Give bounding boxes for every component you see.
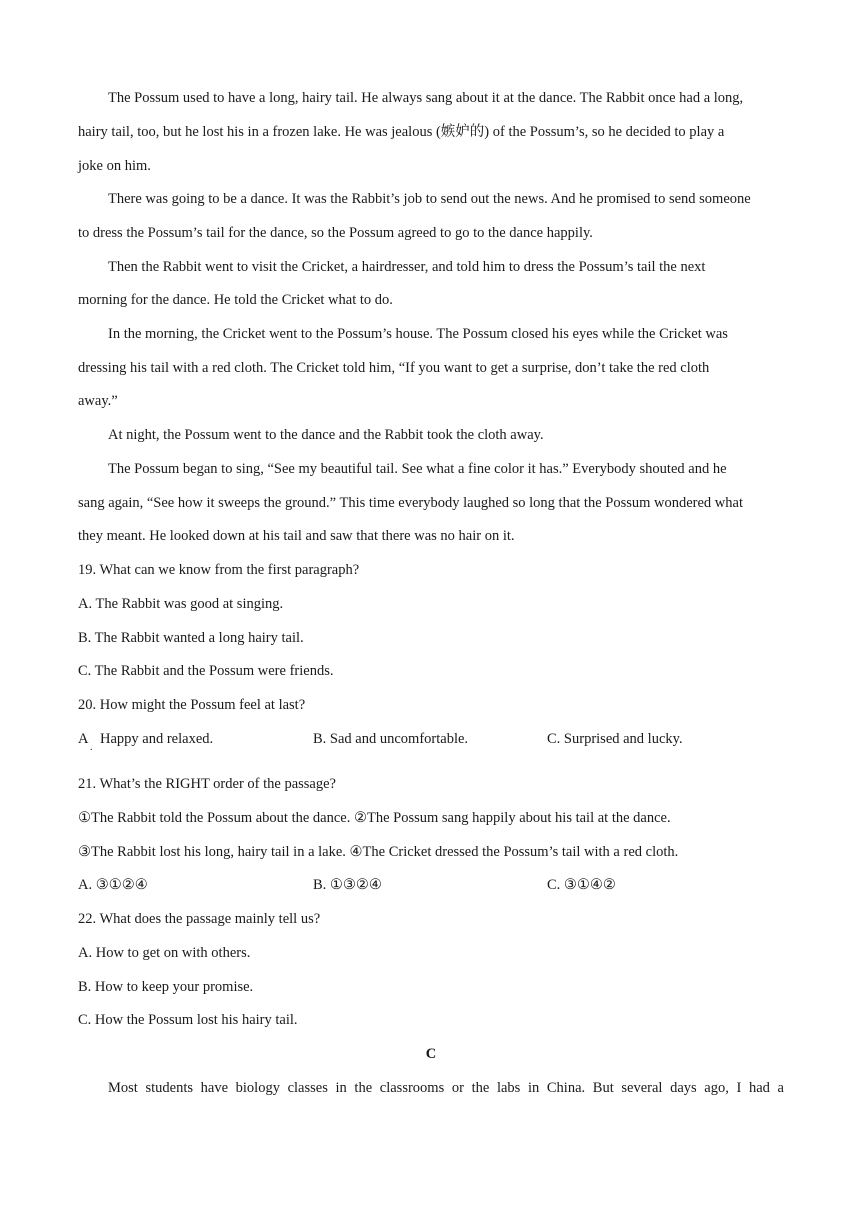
passage-p6-line3: they meant. He looked down at his tail and saw that there was no hair on it. (78, 528, 515, 544)
question-20-options (78, 729, 784, 753)
question-19-option-a: A. The Rabbit was good at singing. (78, 596, 284, 612)
question-22-stem: 22. What does the passage mainly tell us? (78, 911, 321, 927)
question-19-option-c: C. The Rabbit and the Possum were friends. (78, 663, 334, 679)
passage-p6-line2: sang again, “See how it sweeps the ground.” This time everybody laughed so long that the Possum wondered what (78, 495, 743, 511)
question-20-option-b: B. Sad and uncomfortable. (313, 731, 469, 747)
passage-p3-line1: Then the Rabbit went to visit the Cricket, a hairdresser, and told him to dress the Possum’s tail the next (108, 259, 706, 275)
question-21-option-b: B. ①③②④ (313, 877, 382, 893)
question-21-events-line2: ③The Rabbit lost his long, hairy tail in a lake. ④The Cricket dressed the Possum’s tail with a red cloth. (78, 844, 679, 860)
section-c-heading: C (425, 1046, 437, 1062)
question-21-stem: 21. What’s the RIGHT order of the passage? (78, 776, 336, 792)
question-20-option-c: C. Surprised and lucky. (547, 731, 683, 747)
passage-p2-line2: to dress the Possum’s tail for the dance, so the Possum agreed to go to the dance happily. (78, 225, 593, 241)
question-21-option-c: C. ③①④② (547, 877, 616, 893)
passage-p1-line3: joke on him. (78, 158, 151, 174)
passage-p4-line3: away.” (78, 393, 118, 409)
option-a-letter: A (78, 731, 89, 747)
option-a-text: Happy and relaxed. (100, 731, 214, 747)
passage-p4-line1: In the morning, the Cricket went to the Possum’s house. The Possum closed his eyes while the Cricket was (108, 326, 728, 342)
question-22-option-a: A. How to get on with others. (78, 945, 251, 961)
question-19-stem: 19. What can we know from the first paragraph? (78, 562, 360, 578)
question-19-option-b: B. The Rabbit wanted a long hairy tail. (78, 630, 304, 646)
passage-p4-line2: dressing his tail with a red cloth. The Cricket told him, “If you want to get a surprise, don’t take the red cloth (78, 360, 710, 376)
option-a-dot: . (90, 742, 93, 753)
question-21-options (78, 875, 784, 895)
question-22-option-c: C. How the Possum lost his hairy tail. (78, 1012, 298, 1028)
passage-p2-line1: There was going to be a dance. It was the Rabbit’s job to send out the news. And he promised to send someone (108, 191, 751, 207)
question-22-option-b: B. How to keep your promise. (78, 979, 254, 995)
question-20-option-a (78, 729, 214, 753)
passage-p1-line2: hairy tail, too, but he lost his in a frozen lake. He was jealous (嫉妒的) of the Possum’s, so he decided to play a (78, 124, 725, 140)
question-21-option-a: A. ③①②④ (78, 877, 148, 893)
passage-p6-line1: The Possum began to sing, “See my beautiful tail. See what a fine color it has.” Everybody shouted and he (108, 461, 727, 477)
passage-p5-line1: At night, the Possum went to the dance and the Rabbit took the cloth away. (108, 427, 544, 443)
question-20-stem: 20. How might the Possum feel at last? (78, 697, 306, 713)
passage-p1-line1: The Possum used to have a long, hairy tail. He always sang about it at the dance. The Rabbit once had a long, (108, 90, 744, 106)
section-c-first-line: Most students have biology classes in the classrooms or the labs in China. But several days ago, I had a (108, 1080, 784, 1096)
passage-p3-line2: morning for the dance. He told the Cricket what to do. (78, 292, 393, 308)
question-21-events-line1: ①The Rabbit told the Possum about the dance. ②The Possum sang happily about his tail at the dance. (78, 810, 671, 826)
